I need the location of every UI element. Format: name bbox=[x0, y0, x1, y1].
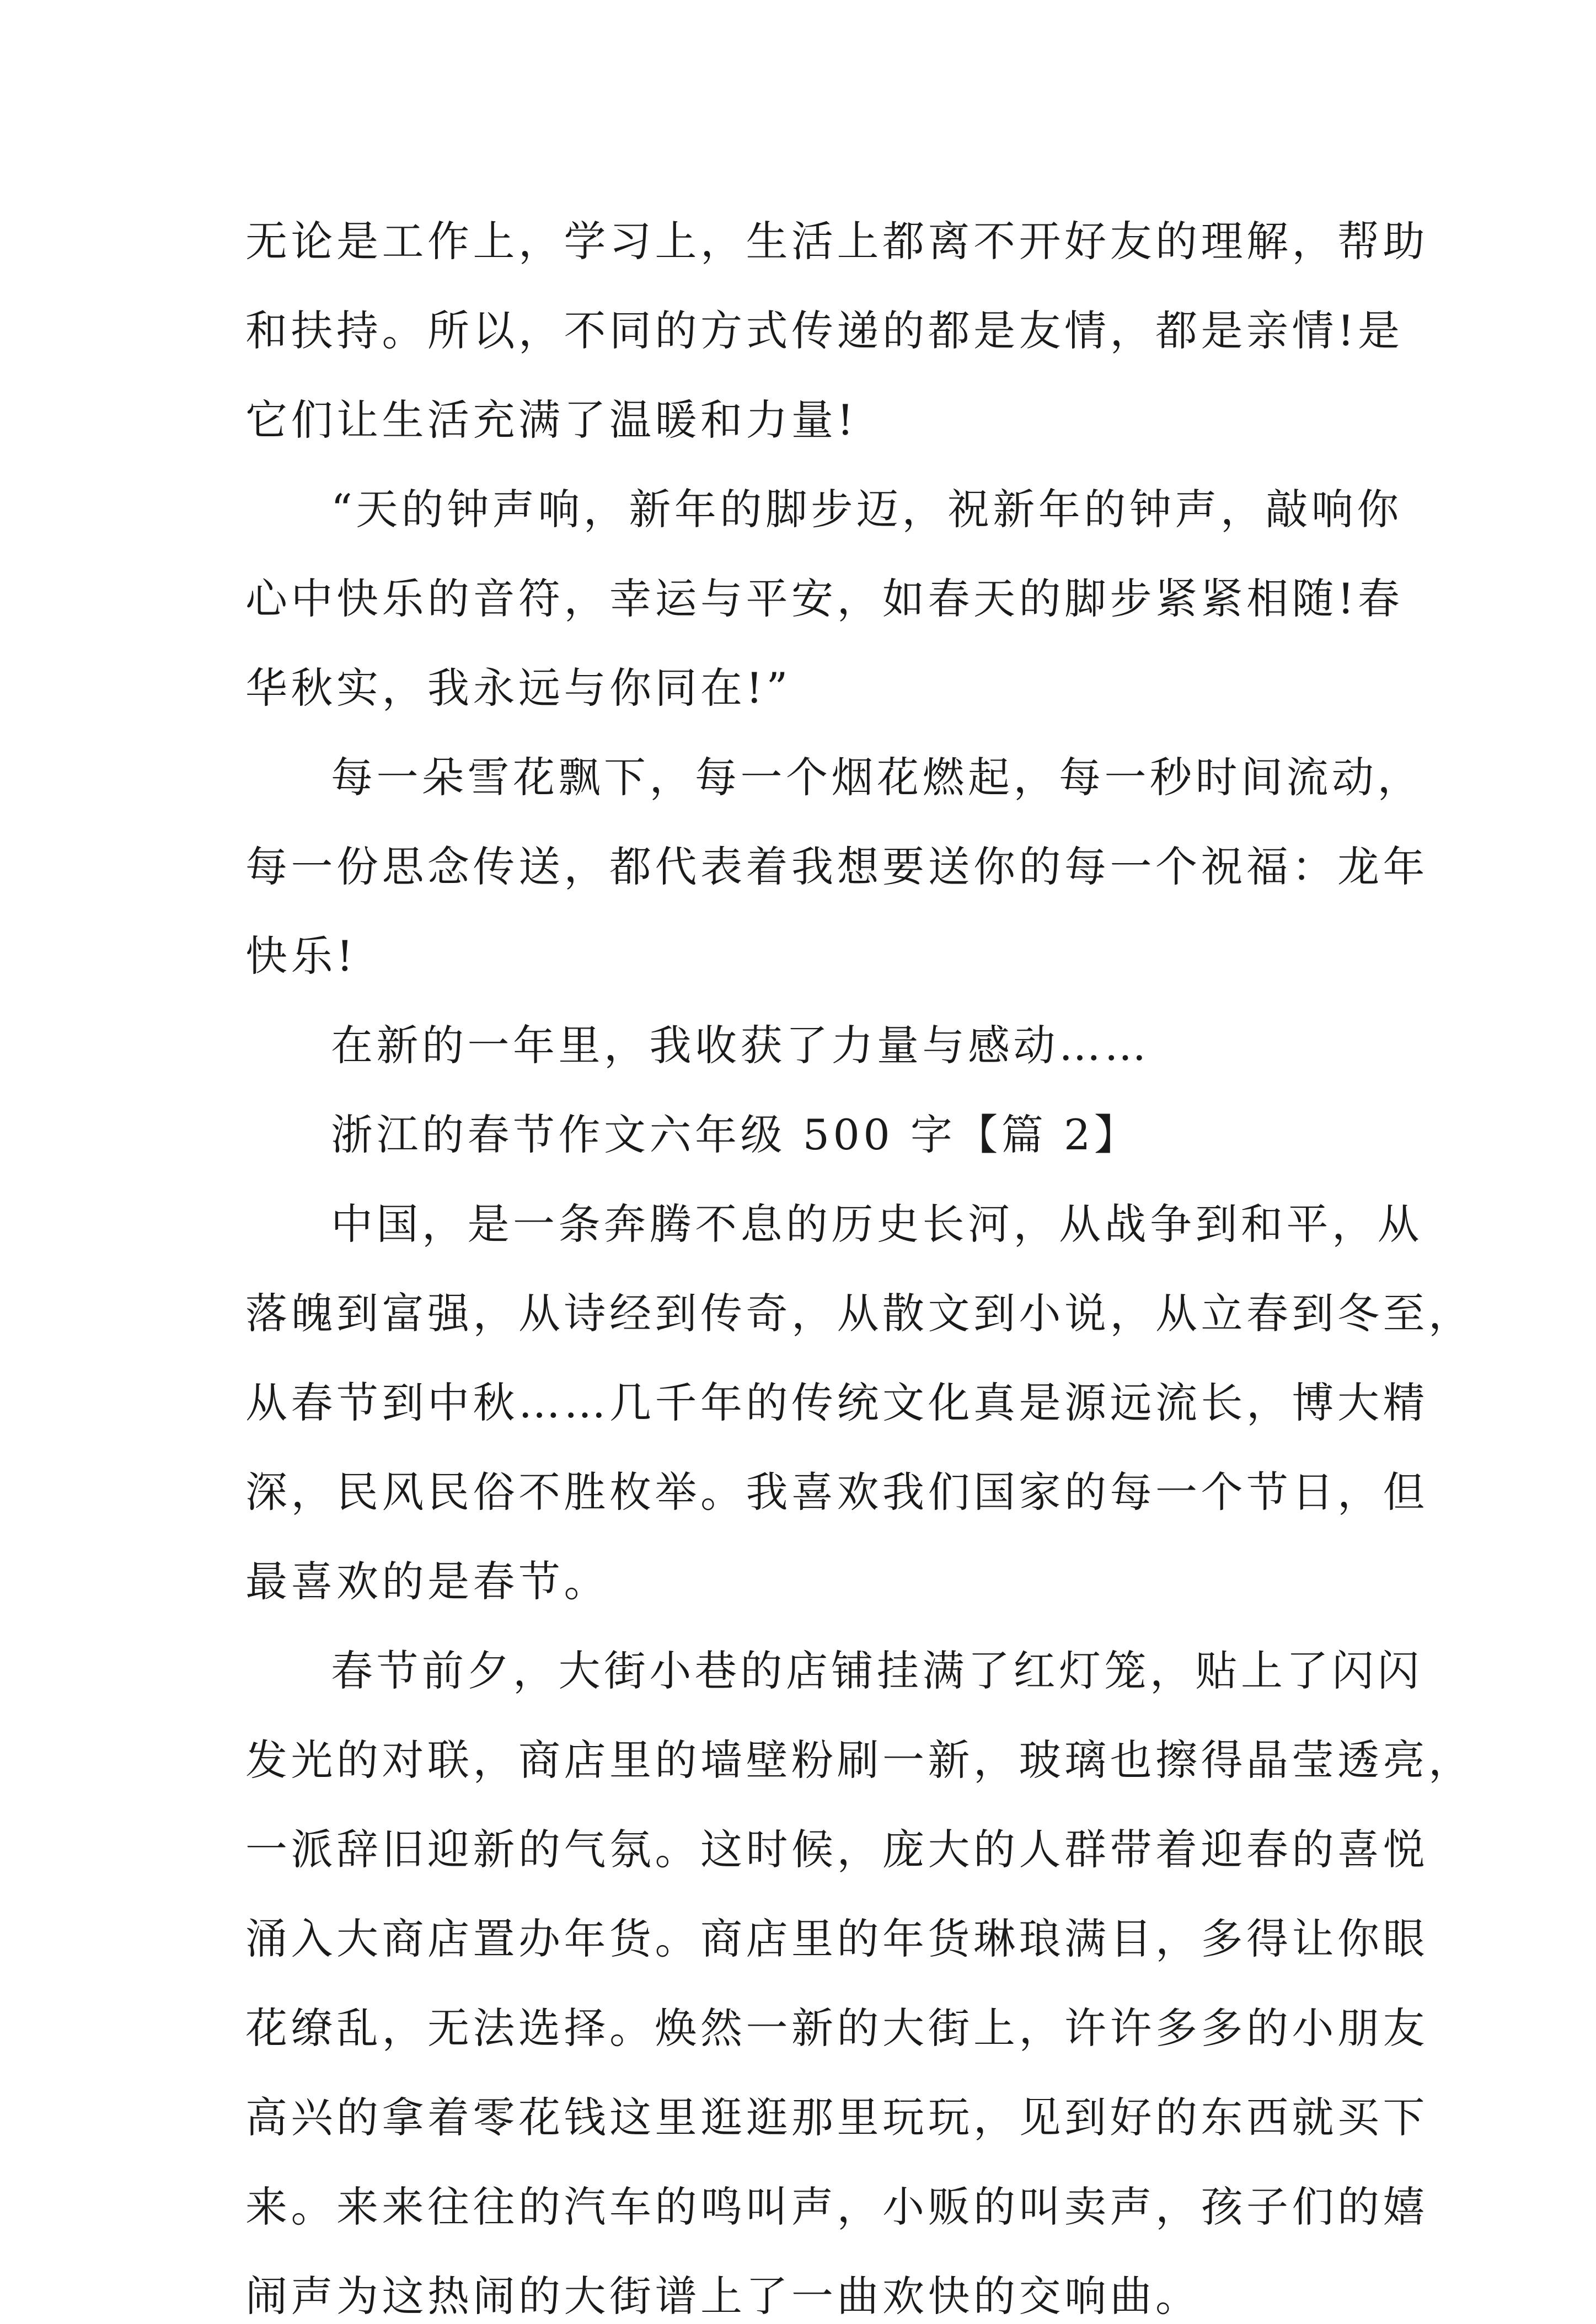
text-line: 和扶持。所以，不同的方式传递的都是友情，都是亲情!是 bbox=[245, 306, 1404, 355]
text-line: 它们让生活充满了温暖和力量! bbox=[245, 395, 858, 445]
text-line: 每一朵雪花飘下，每一个烟花燃起，每一秒时间流动， bbox=[331, 753, 1423, 802]
text-line: 每一份思念传送，都代表着我想要送你的每一个祝福：龙年 bbox=[245, 842, 1428, 891]
text-line: 在新的一年里，我收获了力量与感动…… bbox=[331, 1021, 1150, 1070]
text-line: 发光的对联，商店里的墙壁粉刷一新，玻璃也擦得晶莹透亮， bbox=[245, 1736, 1474, 1785]
text-line: “天的钟声响，新年的脚步迈，祝新年的钟声，敲响你 bbox=[331, 485, 1402, 534]
text-line: 深，民风民俗不胜枚举。我喜欢我们国家的每一个节日，但 bbox=[245, 1468, 1428, 1517]
text-line: 无论是工作上，学习上，生活上都离不开好友的理解，帮助 bbox=[245, 217, 1428, 266]
text-line: 春节前夕，大街小巷的店铺挂满了红灯笼，贴上了闪闪 bbox=[331, 1646, 1423, 1695]
text-line: 闹声为这热闹的大街谱上了一曲欢快的交响曲。 bbox=[245, 2272, 1201, 2321]
text-line: 从春节到中秋……几千年的传统文化真是源远流长，博大精 bbox=[245, 1378, 1428, 1427]
text-line: 来。来来往往的汽车的鸣叫声，小贩的叫卖声，孩子们的嬉 bbox=[245, 2182, 1428, 2231]
text-line: 涌入大商店置办年货。商店里的年货琳琅满目，多得让你眼 bbox=[245, 1914, 1428, 1963]
text-line: 快乐! bbox=[245, 931, 357, 981]
text-line: 中国，是一条奔腾不息的历史长河，从战争到和平，从 bbox=[331, 1200, 1423, 1249]
section-heading: 浙江的春节作文六年级 500 字【篇 2】 bbox=[331, 1110, 1140, 1159]
text-line: 高兴的拿着零花钱这里逛逛那里玩玩，见到好的东西就买下 bbox=[245, 2093, 1428, 2142]
text-line: 花缭乱，无法选择。焕然一新的大街上，许许多多的小朋友 bbox=[245, 2004, 1428, 2053]
text-line: 华秋实，我永远与你同在!” bbox=[245, 663, 791, 713]
text-line: 心中快乐的音符，幸运与平安，如春天的脚步紧紧相随!春 bbox=[245, 574, 1404, 623]
text-line: 落魄到富强，从诗经到传奇，从散文到小说，从立春到冬至， bbox=[245, 1289, 1474, 1338]
text-line: 最喜欢的是春节。 bbox=[245, 1557, 609, 1606]
text-line: 一派辞旧迎新的气氛。这时候，庞大的人群带着迎春的喜悦 bbox=[245, 1825, 1428, 1874]
